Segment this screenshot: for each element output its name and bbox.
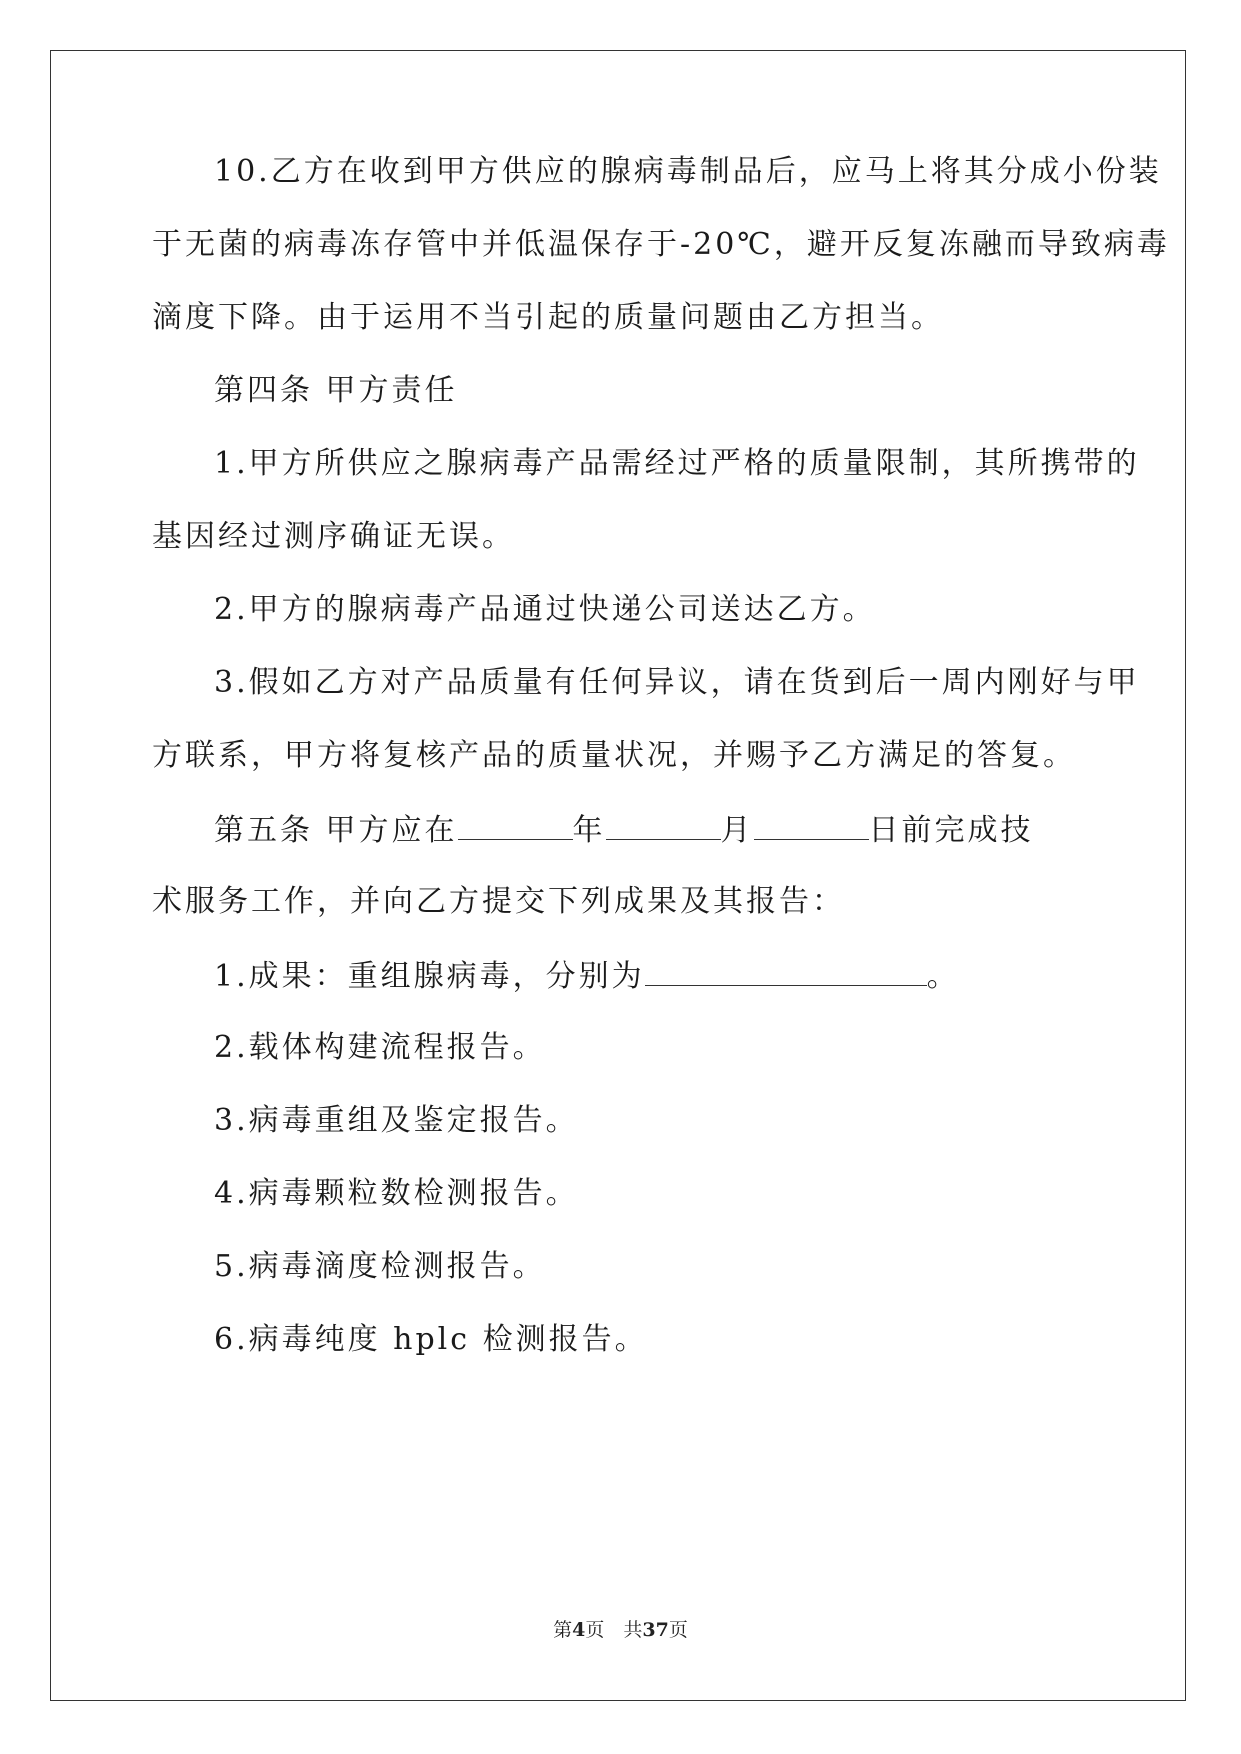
article-4-item-1-line-2: 基因经过测序确证无误。 xyxy=(152,519,515,554)
month-blank xyxy=(606,809,721,840)
month-label: 月 xyxy=(720,813,754,848)
virus-name-blank xyxy=(645,955,927,986)
paragraph-10-line-3: 滴度下降。由于运用不当引起的质量问题由乙方担当。 xyxy=(152,300,944,335)
item-1-prefix: 1.成果：重组腺病毒，分别为 xyxy=(214,959,645,994)
paragraph-10-line-1: 10.乙方在收到甲方供应的腺病毒制品后，应马上将其分成小份装 xyxy=(214,154,1162,189)
article-4-item-1-line-1: 1.甲方所供应之腺病毒产品需经过严格的质量限制，其所携带的 xyxy=(214,446,1140,481)
footer-suffix: 页 xyxy=(668,1619,688,1641)
article-5-suffix: 日前完成技 xyxy=(868,813,1034,848)
year-blank xyxy=(458,809,573,840)
article-5-item-1 xyxy=(214,955,960,997)
article-4-item-2: 2.甲方的腺病毒产品通过快递公司送达乙方。 xyxy=(214,592,876,627)
article-4-item-3-line-1: 3.假如乙方对产品质量有任何异议，请在货到后一周内刚好与甲 xyxy=(214,665,1140,700)
article-5-item-5: 5.病毒滴度检测报告。 xyxy=(214,1249,546,1284)
footer-prefix: 第 xyxy=(553,1619,573,1641)
article-5-item-3: 3.病毒重组及鉴定报告。 xyxy=(214,1103,579,1138)
year-label: 年 xyxy=(572,813,606,848)
total-page-number: 37 xyxy=(642,1619,669,1641)
article-5-item-4: 4.病毒颗粒数检测报告。 xyxy=(214,1176,579,1211)
footer-mid: 页 共 xyxy=(585,1619,643,1641)
article-5-line-2: 术服务工作，并向乙方提交下列成果及其报告： xyxy=(152,884,845,919)
current-page-number: 4 xyxy=(572,1619,586,1641)
article-4-title: 第四条 甲方责任 xyxy=(214,373,458,408)
article-5-item-2: 2.载体构建流程报告。 xyxy=(214,1030,546,1065)
paragraph-10-line-2: 于无菌的病毒冻存管中并低温保存于-20℃，避开反复冻融而导致病毒 xyxy=(152,227,1170,262)
article-5-prefix: 第五条 甲方应在 xyxy=(214,813,458,848)
day-blank xyxy=(754,809,869,840)
item-1-suffix: 。 xyxy=(926,959,960,994)
page-footer xyxy=(0,1618,1241,1642)
article-5-line-1 xyxy=(214,809,1034,851)
article-4-item-3-line-2: 方联系，甲方将复核产品的质量状况，并赐予乙方满足的答复。 xyxy=(152,738,1076,773)
article-5-item-6: 6.病毒纯度 hplc 检测报告。 xyxy=(214,1322,648,1357)
